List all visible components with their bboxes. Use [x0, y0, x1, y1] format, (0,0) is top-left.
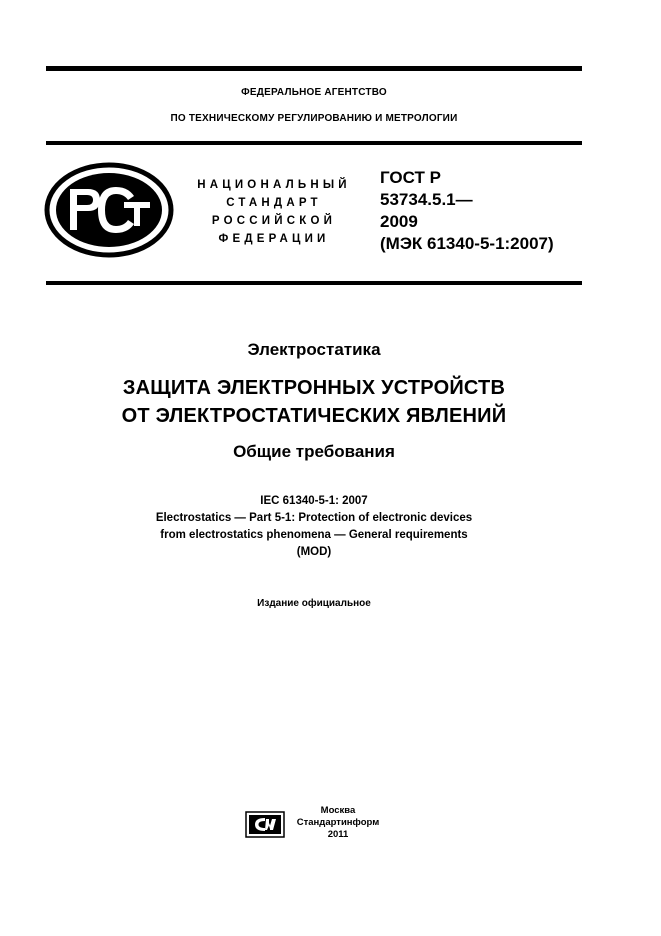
national-standard-line2: СТАНДАРТ — [226, 197, 322, 209]
designation-line4: (МЭК 61340-5-1:2007) — [380, 234, 554, 253]
publisher-year: 2011 — [327, 829, 349, 840]
top-rule — [46, 66, 582, 71]
national-standard-line3: РОССИЙСКОЙ — [211, 215, 337, 227]
national-standard-line4: ФЕДЕРАЦИИ — [218, 233, 330, 245]
iec-line3: from electrostatics phenomena — General requirements — [160, 529, 468, 541]
document-title-line1: ЗАЩИТА ЭЛЕКТРОННЫХ УСТРОЙСТВ — [122, 377, 506, 399]
publisher-city: Москва — [320, 805, 356, 816]
document-title — [46, 374, 582, 430]
designation-line2: 53734.5.1— — [380, 190, 473, 209]
agency-name-line1: ФЕДЕРАЛЬНОЕ АГЕНТСТВО — [241, 87, 387, 98]
publisher-name: Стандартинформ — [296, 817, 380, 828]
iec-reference — [46, 493, 582, 561]
header-divider — [46, 141, 582, 145]
gost-r-certification-logo-icon — [44, 162, 174, 258]
document-subject: Электростатика — [247, 340, 381, 359]
publisher-info — [290, 805, 386, 841]
iec-line4: (MOD) — [296, 546, 332, 558]
document-title-line2: ОТ ЭЛЕКТРОСТАТИЧЕСКИХ ЯВЛЕНИЙ — [121, 405, 507, 427]
national-standard-line1: НАЦИОНАЛЬНЫЙ — [197, 179, 351, 191]
standartinform-logo-icon — [245, 811, 285, 838]
national-standard-label — [176, 176, 372, 248]
designation-line1: ГОСТ Р — [380, 168, 441, 187]
standard-designation — [380, 167, 554, 255]
header-bottom-rule — [46, 281, 582, 285]
agency-name-line2: ПО ТЕХНИЧЕСКОМУ РЕГУЛИРОВАНИЮ И МЕТРОЛОГИИ — [170, 113, 458, 124]
designation-line3: 2009 — [380, 212, 418, 231]
document-subtitle: Общие требования — [233, 442, 395, 461]
edition-label: Издание официальное — [257, 598, 371, 609]
iec-line2: Electrostatics — Part 5-1: Protection of electronic devices — [155, 512, 473, 524]
iec-line1: IEC 61340-5-1: 2007 — [260, 495, 368, 507]
